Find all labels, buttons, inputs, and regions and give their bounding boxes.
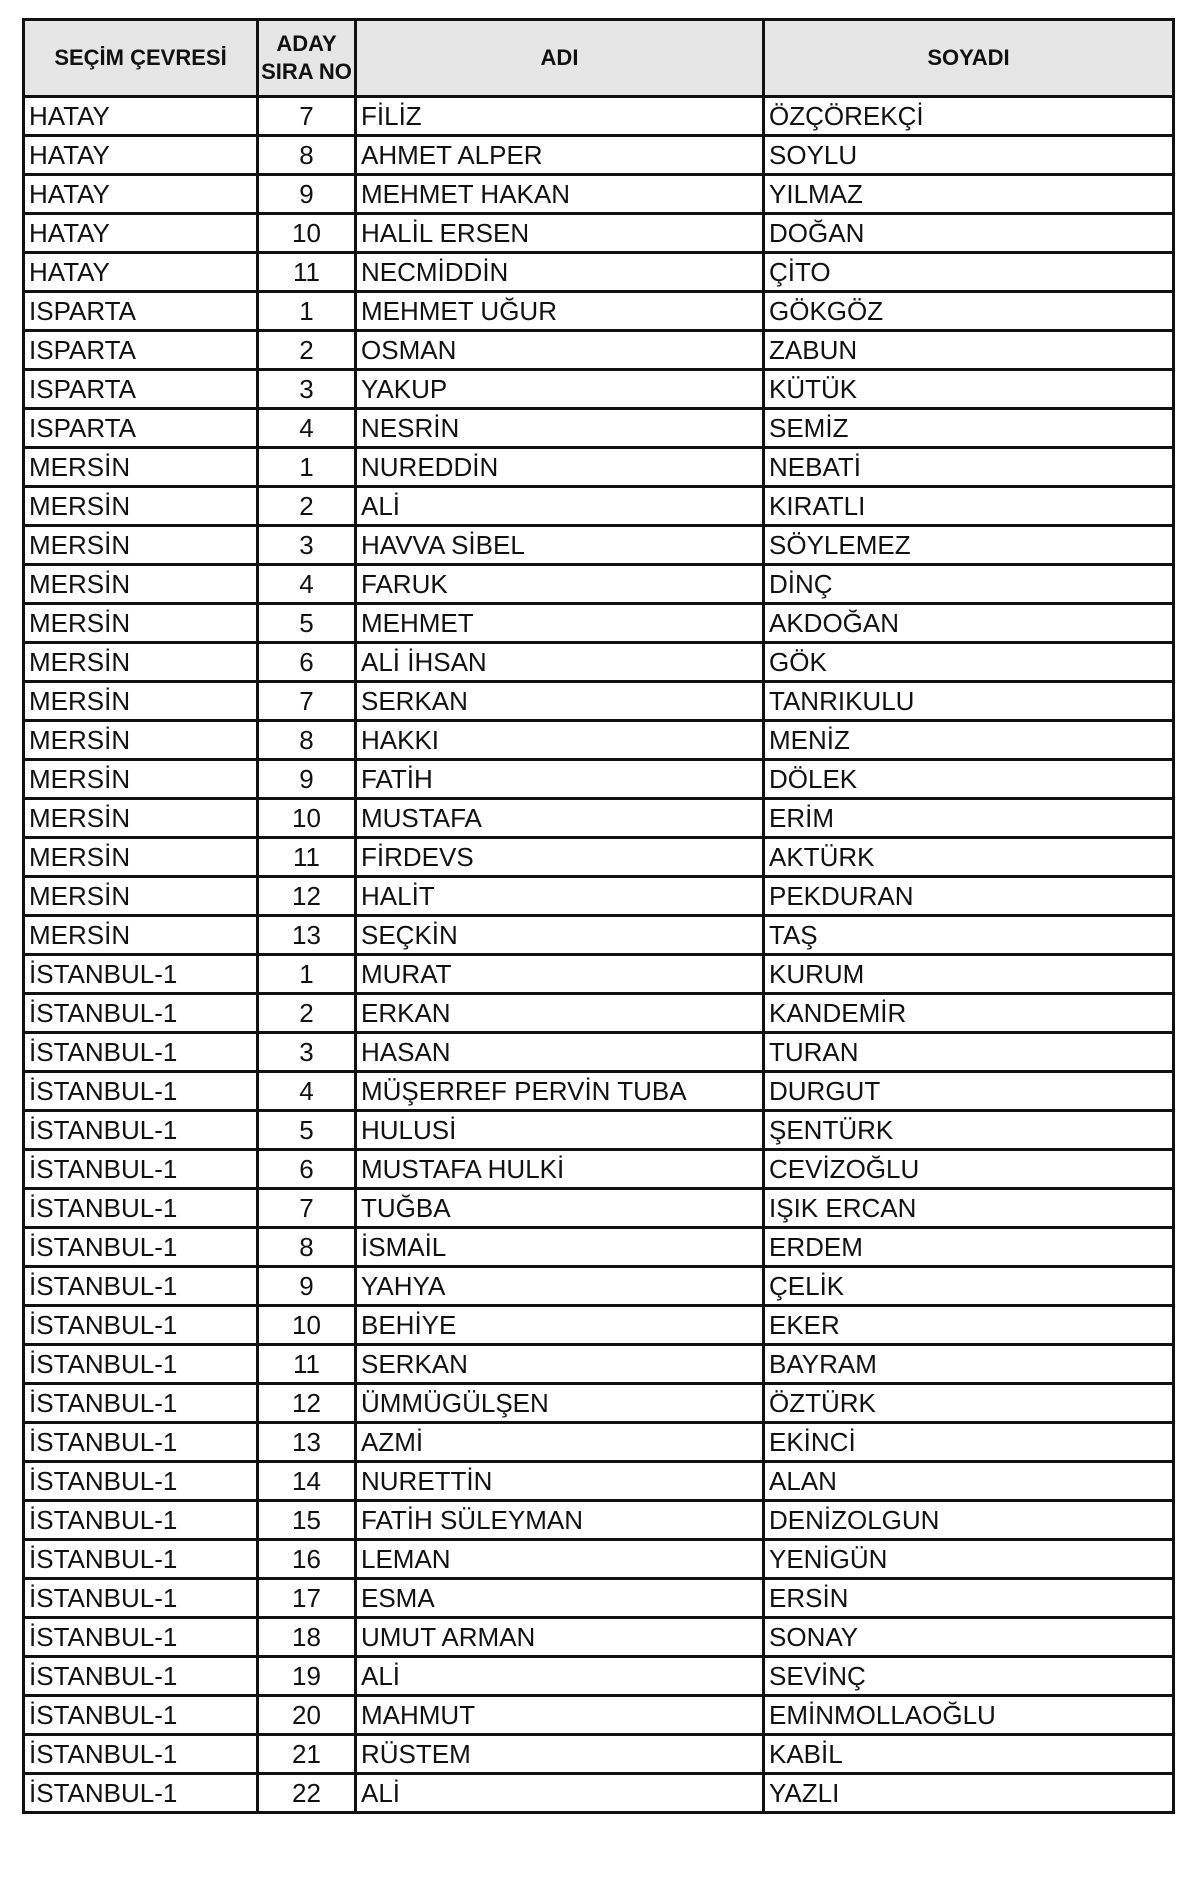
cell-district: ISPARTA [24,370,258,409]
cell-rank: 7 [258,97,356,136]
cell-district: İSTANBUL-1 [24,1579,258,1618]
table-row [24,1111,1174,1150]
cell-rank: 11 [258,838,356,877]
cell-first-name: AHMET ALPER [356,136,764,175]
cell-district: HATAY [24,175,258,214]
cell-first-name: MUSTAFA [356,799,764,838]
cell-rank: 13 [258,1423,356,1462]
cell-rank: 13 [258,916,356,955]
table-row [24,1384,1174,1423]
cell-last-name: ÖZTÜRK [764,1384,1174,1423]
cell-last-name: ÇİTO [764,253,1174,292]
table-row [24,97,1174,136]
cell-district: MERSİN [24,799,258,838]
cell-last-name: SONAY [764,1618,1174,1657]
cell-district: İSTANBUL-1 [24,1267,258,1306]
cell-last-name: DURGUT [764,1072,1174,1111]
table-row [24,1033,1174,1072]
table-row [24,721,1174,760]
table-row [24,994,1174,1033]
table-row [24,916,1174,955]
table-row [24,565,1174,604]
table-row [24,292,1174,331]
table-row [24,526,1174,565]
cell-rank: 9 [258,760,356,799]
cell-district: İSTANBUL-1 [24,994,258,1033]
cell-district: İSTANBUL-1 [24,1735,258,1774]
cell-rank: 10 [258,1306,356,1345]
cell-district: İSTANBUL-1 [24,955,258,994]
table-row [24,448,1174,487]
cell-first-name: NECMİDDİN [356,253,764,292]
cell-first-name: İSMAİL [356,1228,764,1267]
cell-rank: 10 [258,214,356,253]
cell-last-name: TURAN [764,1033,1174,1072]
cell-first-name: ÜMMÜGÜLŞEN [356,1384,764,1423]
cell-district: MERSİN [24,877,258,916]
cell-last-name: GÖKGÖZ [764,292,1174,331]
cell-district: İSTANBUL-1 [24,1111,258,1150]
cell-last-name: KABİL [764,1735,1174,1774]
table-row [24,1072,1174,1111]
cell-first-name: SERKAN [356,1345,764,1384]
cell-district: MERSİN [24,526,258,565]
cell-first-name: ALİ [356,1657,764,1696]
cell-last-name: ÖZÇÖREKÇİ [764,97,1174,136]
cell-rank: 5 [258,1111,356,1150]
cell-last-name: DENİZOLGUN [764,1501,1174,1540]
cell-last-name: SEVİNÇ [764,1657,1174,1696]
cell-first-name: HAKKI [356,721,764,760]
cell-last-name: AKDOĞAN [764,604,1174,643]
cell-rank: 11 [258,1345,356,1384]
cell-district: İSTANBUL-1 [24,1384,258,1423]
table-row [24,214,1174,253]
table-row [24,877,1174,916]
table-row [24,1150,1174,1189]
cell-first-name: YAHYA [356,1267,764,1306]
cell-rank: 2 [258,487,356,526]
cell-district: İSTANBUL-1 [24,1540,258,1579]
header-rank [258,20,356,97]
cell-district: İSTANBUL-1 [24,1696,258,1735]
cell-rank: 22 [258,1774,356,1813]
cell-rank: 5 [258,604,356,643]
cell-last-name: AKTÜRK [764,838,1174,877]
cell-last-name: KIRATLI [764,487,1174,526]
cell-rank: 3 [258,526,356,565]
cell-rank: 7 [258,1189,356,1228]
cell-first-name: BEHİYE [356,1306,764,1345]
cell-last-name: NEBATİ [764,448,1174,487]
cell-district: İSTANBUL-1 [24,1423,258,1462]
cell-first-name: FARUK [356,565,764,604]
cell-rank: 19 [258,1657,356,1696]
cell-district: HATAY [24,97,258,136]
table-row [24,1462,1174,1501]
cell-last-name: DÖLEK [764,760,1174,799]
table-row [24,1189,1174,1228]
cell-district: İSTANBUL-1 [24,1150,258,1189]
cell-last-name: SÖYLEMEZ [764,526,1174,565]
table-row [24,370,1174,409]
cell-last-name: BAYRAM [764,1345,1174,1384]
table-row [24,955,1174,994]
cell-first-name: ERKAN [356,994,764,1033]
cell-district: HATAY [24,136,258,175]
cell-first-name: UMUT ARMAN [356,1618,764,1657]
table-row [24,643,1174,682]
cell-last-name: SOYLU [764,136,1174,175]
cell-rank: 7 [258,682,356,721]
cell-first-name: MAHMUT [356,1696,764,1735]
cell-district: HATAY [24,253,258,292]
cell-first-name: OSMAN [356,331,764,370]
table-row [24,1228,1174,1267]
cell-district: İSTANBUL-1 [24,1618,258,1657]
cell-last-name: DOĞAN [764,214,1174,253]
cell-last-name: GÖK [764,643,1174,682]
cell-last-name: PEKDURAN [764,877,1174,916]
cell-first-name: FİLİZ [356,97,764,136]
cell-rank: 17 [258,1579,356,1618]
cell-district: MERSİN [24,838,258,877]
cell-rank: 11 [258,253,356,292]
cell-last-name: TAŞ [764,916,1174,955]
cell-district: ISPARTA [24,331,258,370]
cell-first-name: HULUSİ [356,1111,764,1150]
cell-last-name: EMİNMOLLAOĞLU [764,1696,1174,1735]
cell-rank: 14 [258,1462,356,1501]
cell-last-name: KÜTÜK [764,370,1174,409]
header-first-name: ADI [356,20,764,97]
cell-rank: 3 [258,1033,356,1072]
table-row [24,1306,1174,1345]
cell-district: MERSİN [24,760,258,799]
table-row [24,799,1174,838]
cell-district: İSTANBUL-1 [24,1306,258,1345]
cell-rank: 16 [258,1540,356,1579]
cell-rank: 3 [258,370,356,409]
table-row [24,1696,1174,1735]
cell-rank: 12 [258,877,356,916]
cell-last-name: DİNÇ [764,565,1174,604]
cell-district: İSTANBUL-1 [24,1072,258,1111]
cell-last-name: TANRIKULU [764,682,1174,721]
cell-rank: 6 [258,643,356,682]
cell-first-name: NUREDDİN [356,448,764,487]
cell-district: MERSİN [24,682,258,721]
cell-rank: 6 [258,1150,356,1189]
table-row [24,1618,1174,1657]
cell-last-name: CEVİZOĞLU [764,1150,1174,1189]
table-header [24,20,1174,97]
table-row [24,682,1174,721]
cell-rank: 2 [258,994,356,1033]
cell-rank: 10 [258,799,356,838]
cell-last-name: ERDEM [764,1228,1174,1267]
cell-district: MERSİN [24,916,258,955]
cell-first-name: NURETTİN [356,1462,764,1501]
cell-last-name: YILMAZ [764,175,1174,214]
header-district: SEÇİM ÇEVRESİ [24,20,258,97]
cell-first-name: FİRDEVS [356,838,764,877]
cell-first-name: MUSTAFA HULKİ [356,1150,764,1189]
table-row [24,1267,1174,1306]
table-row [24,253,1174,292]
cell-district: İSTANBUL-1 [24,1189,258,1228]
cell-last-name: ÇELİK [764,1267,1174,1306]
cell-first-name: ALİ [356,487,764,526]
cell-rank: 8 [258,136,356,175]
cell-last-name: KANDEMİR [764,994,1174,1033]
cell-district: İSTANBUL-1 [24,1501,258,1540]
cell-first-name: FATİH [356,760,764,799]
cell-first-name: MEHMET UĞUR [356,292,764,331]
table-row [24,1540,1174,1579]
cell-rank: 8 [258,1228,356,1267]
cell-district: MERSİN [24,487,258,526]
cell-first-name: FATİH SÜLEYMAN [356,1501,764,1540]
cell-last-name: ERİM [764,799,1174,838]
cell-last-name: ALAN [764,1462,1174,1501]
cell-last-name: SEMİZ [764,409,1174,448]
table-row [24,1774,1174,1813]
cell-first-name: ALİ [356,1774,764,1813]
cell-last-name: YENİGÜN [764,1540,1174,1579]
cell-last-name: EKER [764,1306,1174,1345]
cell-last-name: ZABUN [764,331,1174,370]
cell-district: İSTANBUL-1 [24,1657,258,1696]
table-row [24,1579,1174,1618]
cell-district: HATAY [24,214,258,253]
table-row [24,760,1174,799]
cell-first-name: HALİT [356,877,764,916]
table-row [24,1735,1174,1774]
table-row [24,1501,1174,1540]
cell-rank: 1 [258,448,356,487]
cell-first-name: MEHMET HAKAN [356,175,764,214]
cell-rank: 15 [258,1501,356,1540]
cell-rank: 9 [258,1267,356,1306]
cell-rank: 12 [258,1384,356,1423]
cell-first-name: SERKAN [356,682,764,721]
header-row [24,20,1174,97]
cell-district: MERSİN [24,565,258,604]
table-row [24,1423,1174,1462]
cell-rank: 2 [258,331,356,370]
table-row [24,487,1174,526]
cell-first-name: HAVVA SİBEL [356,526,764,565]
table-row [24,1345,1174,1384]
cell-rank: 9 [258,175,356,214]
cell-district: MERSİN [24,448,258,487]
cell-district: İSTANBUL-1 [24,1033,258,1072]
cell-district: ISPARTA [24,292,258,331]
cell-last-name: ŞENTÜRK [764,1111,1174,1150]
header-last-name: SOYADI [764,20,1174,97]
table-row [24,175,1174,214]
cell-last-name: ERSİN [764,1579,1174,1618]
table-row [24,409,1174,448]
cell-rank: 1 [258,292,356,331]
cell-rank: 4 [258,409,356,448]
cell-first-name: LEMAN [356,1540,764,1579]
cell-first-name: HALİL ERSEN [356,214,764,253]
cell-last-name: IŞIK ERCAN [764,1189,1174,1228]
cell-first-name: HASAN [356,1033,764,1072]
cell-rank: 4 [258,1072,356,1111]
table-row [24,331,1174,370]
cell-first-name: RÜSTEM [356,1735,764,1774]
cell-last-name: YAZLI [764,1774,1174,1813]
cell-district: İSTANBUL-1 [24,1228,258,1267]
table-row [24,838,1174,877]
cell-rank: 20 [258,1696,356,1735]
cell-last-name: KURUM [764,955,1174,994]
table-row [24,604,1174,643]
cell-first-name: NESRİN [356,409,764,448]
cell-first-name: MÜŞERREF PERVİN TUBA [356,1072,764,1111]
cell-district: İSTANBUL-1 [24,1462,258,1501]
cell-first-name: MURAT [356,955,764,994]
cell-first-name: AZMİ [356,1423,764,1462]
cell-first-name: MEHMET [356,604,764,643]
cell-first-name: ESMA [356,1579,764,1618]
cell-first-name: SEÇKİN [356,916,764,955]
cell-district: MERSİN [24,643,258,682]
cell-rank: 8 [258,721,356,760]
table-row [24,1657,1174,1696]
cell-rank: 4 [258,565,356,604]
cell-district: İSTANBUL-1 [24,1345,258,1384]
cell-first-name: ALİ İHSAN [356,643,764,682]
table-row [24,136,1174,175]
cell-district: MERSİN [24,721,258,760]
cell-first-name: TUĞBA [356,1189,764,1228]
candidate-table [22,18,1175,1814]
header-rank-line1: ADAY [276,31,337,56]
cell-district: İSTANBUL-1 [24,1774,258,1813]
cell-district: ISPARTA [24,409,258,448]
cell-district: MERSİN [24,604,258,643]
cell-first-name: YAKUP [356,370,764,409]
cell-rank: 1 [258,955,356,994]
header-rank-line2: SIRA NO [261,59,352,84]
cell-last-name: EKİNCİ [764,1423,1174,1462]
table-body [24,97,1174,1813]
cell-last-name: MENİZ [764,721,1174,760]
cell-rank: 18 [258,1618,356,1657]
cell-rank: 21 [258,1735,356,1774]
